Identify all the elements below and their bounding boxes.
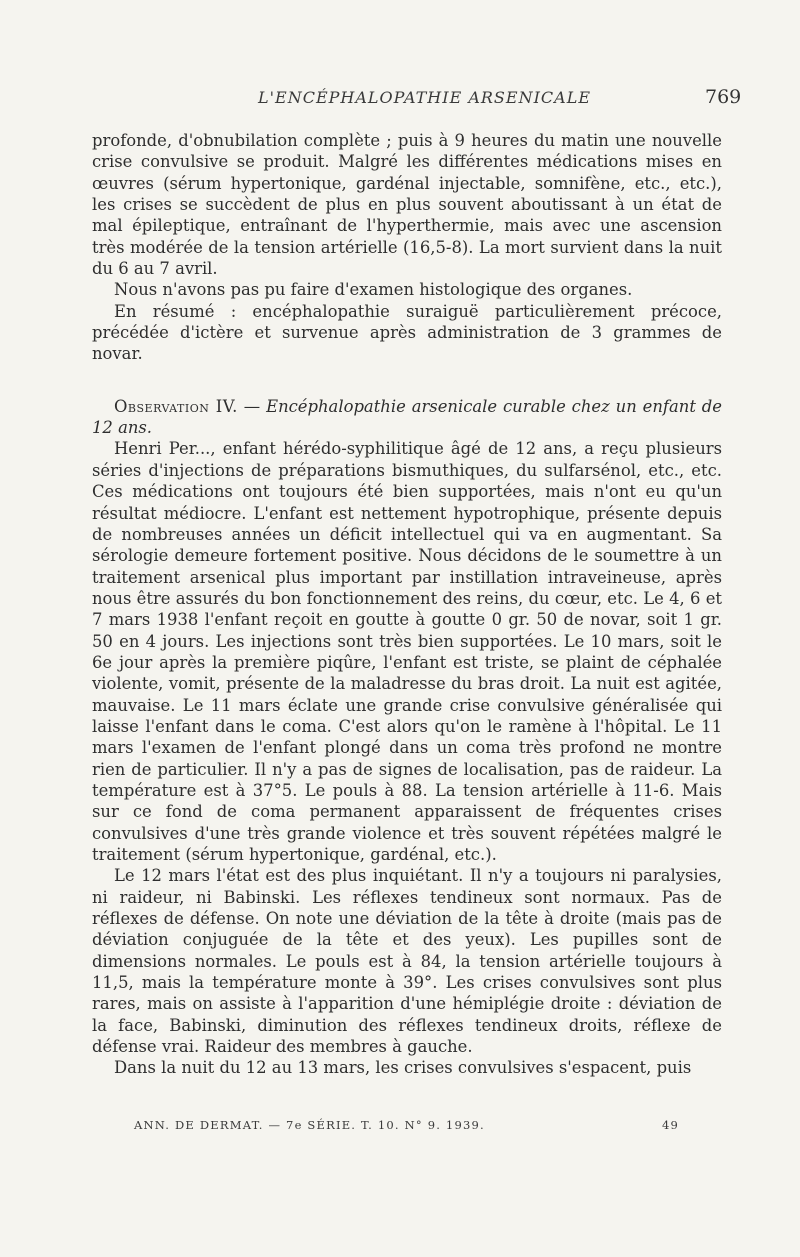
- sheet-number: 49: [661, 1118, 679, 1132]
- section-spacer: [92, 365, 722, 396]
- paragraph-summary: En résumé : encéphalopathie suraiguë particulièrement précoce, précédée d'ictère et survenue après administration de 3 grammes de novar.: [92, 301, 722, 364]
- paragraph-night: Dans la nuit du 12 au 13 mars, les crises convulsives s'espacent, puis: [114, 1058, 692, 1078]
- body-text: [92, 130, 722, 1079]
- observation-label: Observation IV.: [114, 396, 238, 416]
- paragraph-march-12: Le 12 mars l'état est des plus inquiétant. Il n'y a toujours ni paralysies, ni raideur, ni Babinski. Les réflexes tendineux sont normaux. Pas de réflexes de défense. On note une déviation de la tête à droite (mais pas de déviation conjuguée de la tête et des yeux). Les pupilles sont de dimensions normales. Le pouls est à 84, la tension artérielle toujours à 11,5, mais la température monte à 39°. Les crises convulsives sont plus rares, mais on assiste à l'apparition d'une hémiplégie droite : déviation de la face, Babinski, diminution des réflexes tendineux droits, réflexe de défense vrai. Raideur des membres à gauche.: [92, 866, 722, 1057]
- observation-title: Encéphalopathie arsenicale curable chez un enfant de 12 ans.: [92, 396, 722, 438]
- paragraph-continuation: profonde, d'obnubilation complète ; puis à 9 heures du matin une nouvelle crise convulsive se produit. Malgré les différentes médications mises en œuvres (sérum hypertonique, gardénal injectable, somnifène, etc., etc.), les crises se succèdent de plus en plus souvent aboutissant à un état de mal épileptique, entraînant de l'hyperthermie, mais avec une ascension très modérée de la tension artérielle (16,5-8). La mort survient dans la nuit du 6 au 7 avril.: [92, 131, 722, 279]
- paragraph-histology: Nous n'avons pas pu faire d'examen histologique des organes.: [114, 280, 633, 300]
- page-number: 769: [705, 86, 742, 108]
- journal-citation: ANN. DE DERMAT. — 7e SÉRIE. T. 10. N° 9. 1939.: [134, 1118, 485, 1132]
- observation-dash: —: [237, 396, 267, 416]
- running-head-title: L'ENCÉPHALOPATHIE ARSENICALE: [258, 88, 591, 107]
- observation-heading: [92, 396, 722, 439]
- paragraph-case-history: Henri Per..., enfant hérédo-syphilitique âgé de 12 ans, a reçu plusieurs séries d'injections de préparations bismuthiques, du sulfarsénol, etc., etc. Ces médications ont toujours été bien supportées, mais n'ont eu qu'un résultat médiocre. L'enfant est nettement hypotrophique, présente depuis de nombreuses années un déficit intellectuel qui va en augmentant. Sa sérologie demeure fortement positive. Nous décidons de le soumettre à un traitement arsenical plus important par instillation intraveineuse, après nous être assurés du bon fonctionnement des reins, du cœur, etc. Le 4, 6 et 7 mars 1938 l'enfant reçoit en goutte à goutte 0 gr. 50 de novar, soit 1 gr. 50 en 4 jours. Les injections sont très bien supportées. Le 10 mars, soit le 6e jour après la première piqûre, l'enfant est triste, se plaint de céphalée violente, vomit, présente de la maladresse du bras droit. La nuit est agitée, mauvaise. Le 11 mars éclate une grande crise convulsive généralisée qui laisse l'enfant dans le coma. C'est alors qu'on le ramène à l'hôpital. Le 11 mars l'examen de l'enfant plongé dans un coma très profond ne montre rien de particulier. Il n'y a pas de signes de localisation, pas de raideur. La température est à 37°5. Le pouls à 88. La tension artérielle à 11-6. Mais sur ce fond de coma permanent apparaissent de fréquentes crises convulsives d'une très grande violence et très souvent répétées malgré le traitement (sérum hypertonique, gardénal, etc.).: [92, 439, 722, 864]
